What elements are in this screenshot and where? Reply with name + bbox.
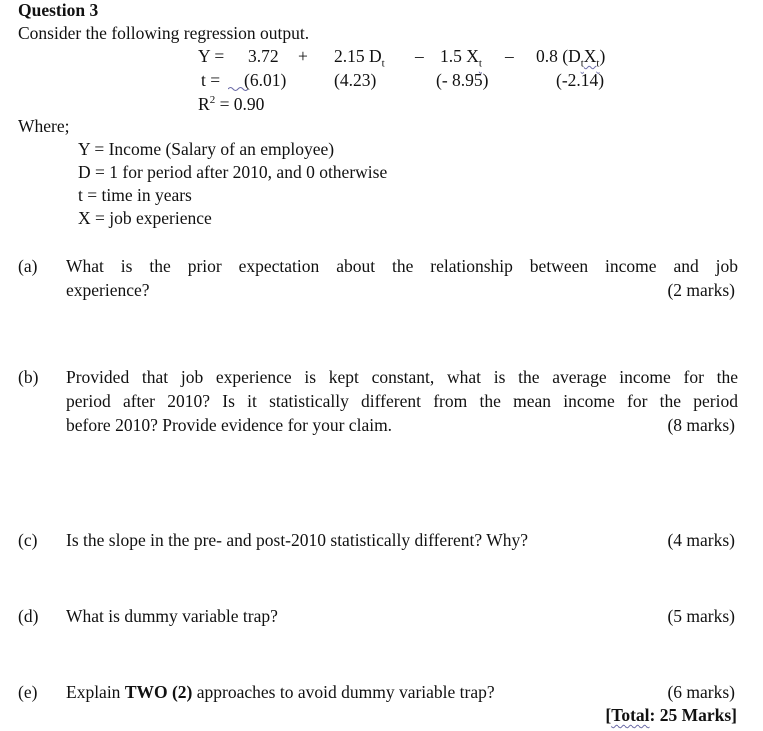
total-marks: [Total: 25 Marks] <box>605 705 737 725</box>
question-d-marks: (5 marks) <box>667 606 735 626</box>
equation-minus-1: – <box>415 46 424 66</box>
question-b-label: (b) <box>18 367 39 387</box>
question-e-label: (e) <box>18 682 38 702</box>
t-stat-constant: (6.01) <box>244 70 287 90</box>
t-stat-interaction: (-2.14) <box>556 70 605 90</box>
definition-d: D = 1 for period after 2010, and 0 otherwise <box>78 162 388 182</box>
definition-y: Y = Income (Salary of an employee) <box>78 139 335 159</box>
question-b-line-1: Provided that job experience is kept constant, what is the average income for the <box>66 367 738 387</box>
question-b-line-3: before 2010? Provide evidence for your claim. <box>66 415 393 435</box>
question-c-label: (c) <box>18 530 38 550</box>
t-stat-dummy: (4.23) <box>334 70 377 90</box>
question-d-label: (d) <box>18 606 39 626</box>
question-b-marks: (8 marks) <box>667 415 735 435</box>
question-c-text: Is the slope in the pre- and post-2010 statistically different? Why? <box>66 530 529 550</box>
t-stat-experience: (- 8.95) <box>436 70 489 90</box>
question-a-line-1: What is the prior expectation about the relationship between income and job <box>66 256 738 276</box>
equation-plus: + <box>298 46 308 66</box>
intro-text: Consider the following regression output. <box>18 23 310 43</box>
r-squared: $R^2 = 0.90$ <box>198 93 265 114</box>
question-e-marks: (6 marks) <box>667 682 735 702</box>
question-a-line-2: experience? <box>66 280 150 300</box>
question-c-marks: (4 marks) <box>667 530 735 550</box>
question-title: Question 3 <box>18 0 99 20</box>
equation-lhs: Y = <box>198 46 225 66</box>
equation-constant: 3.72 <box>248 46 279 66</box>
definition-t: t = time in years <box>78 185 192 205</box>
question-b-line-2: period after 2010? Is it statistically different from the mean income for the period <box>66 391 738 411</box>
question-e-text: Explain TWO (2) approaches to avoid dummy variable trap? <box>66 682 495 702</box>
t-stat-label: t = <box>201 70 221 90</box>
question-a-marks: (2 marks) <box>667 280 735 300</box>
equation-term-experience: 1.5 $X_t$ <box>440 46 482 70</box>
equation-term-dummy: 2.15 $D_t$ <box>334 46 385 70</box>
where-label: Where; <box>18 116 70 136</box>
question-d-text: What is dummy variable trap? <box>66 606 278 626</box>
equation-term-interaction: 0.8 $(D_tX_t)$ <box>536 46 606 70</box>
equation-minus-2: – <box>505 46 514 66</box>
question-a-label: (a) <box>18 256 38 276</box>
definition-x: X = job experience <box>78 208 212 228</box>
